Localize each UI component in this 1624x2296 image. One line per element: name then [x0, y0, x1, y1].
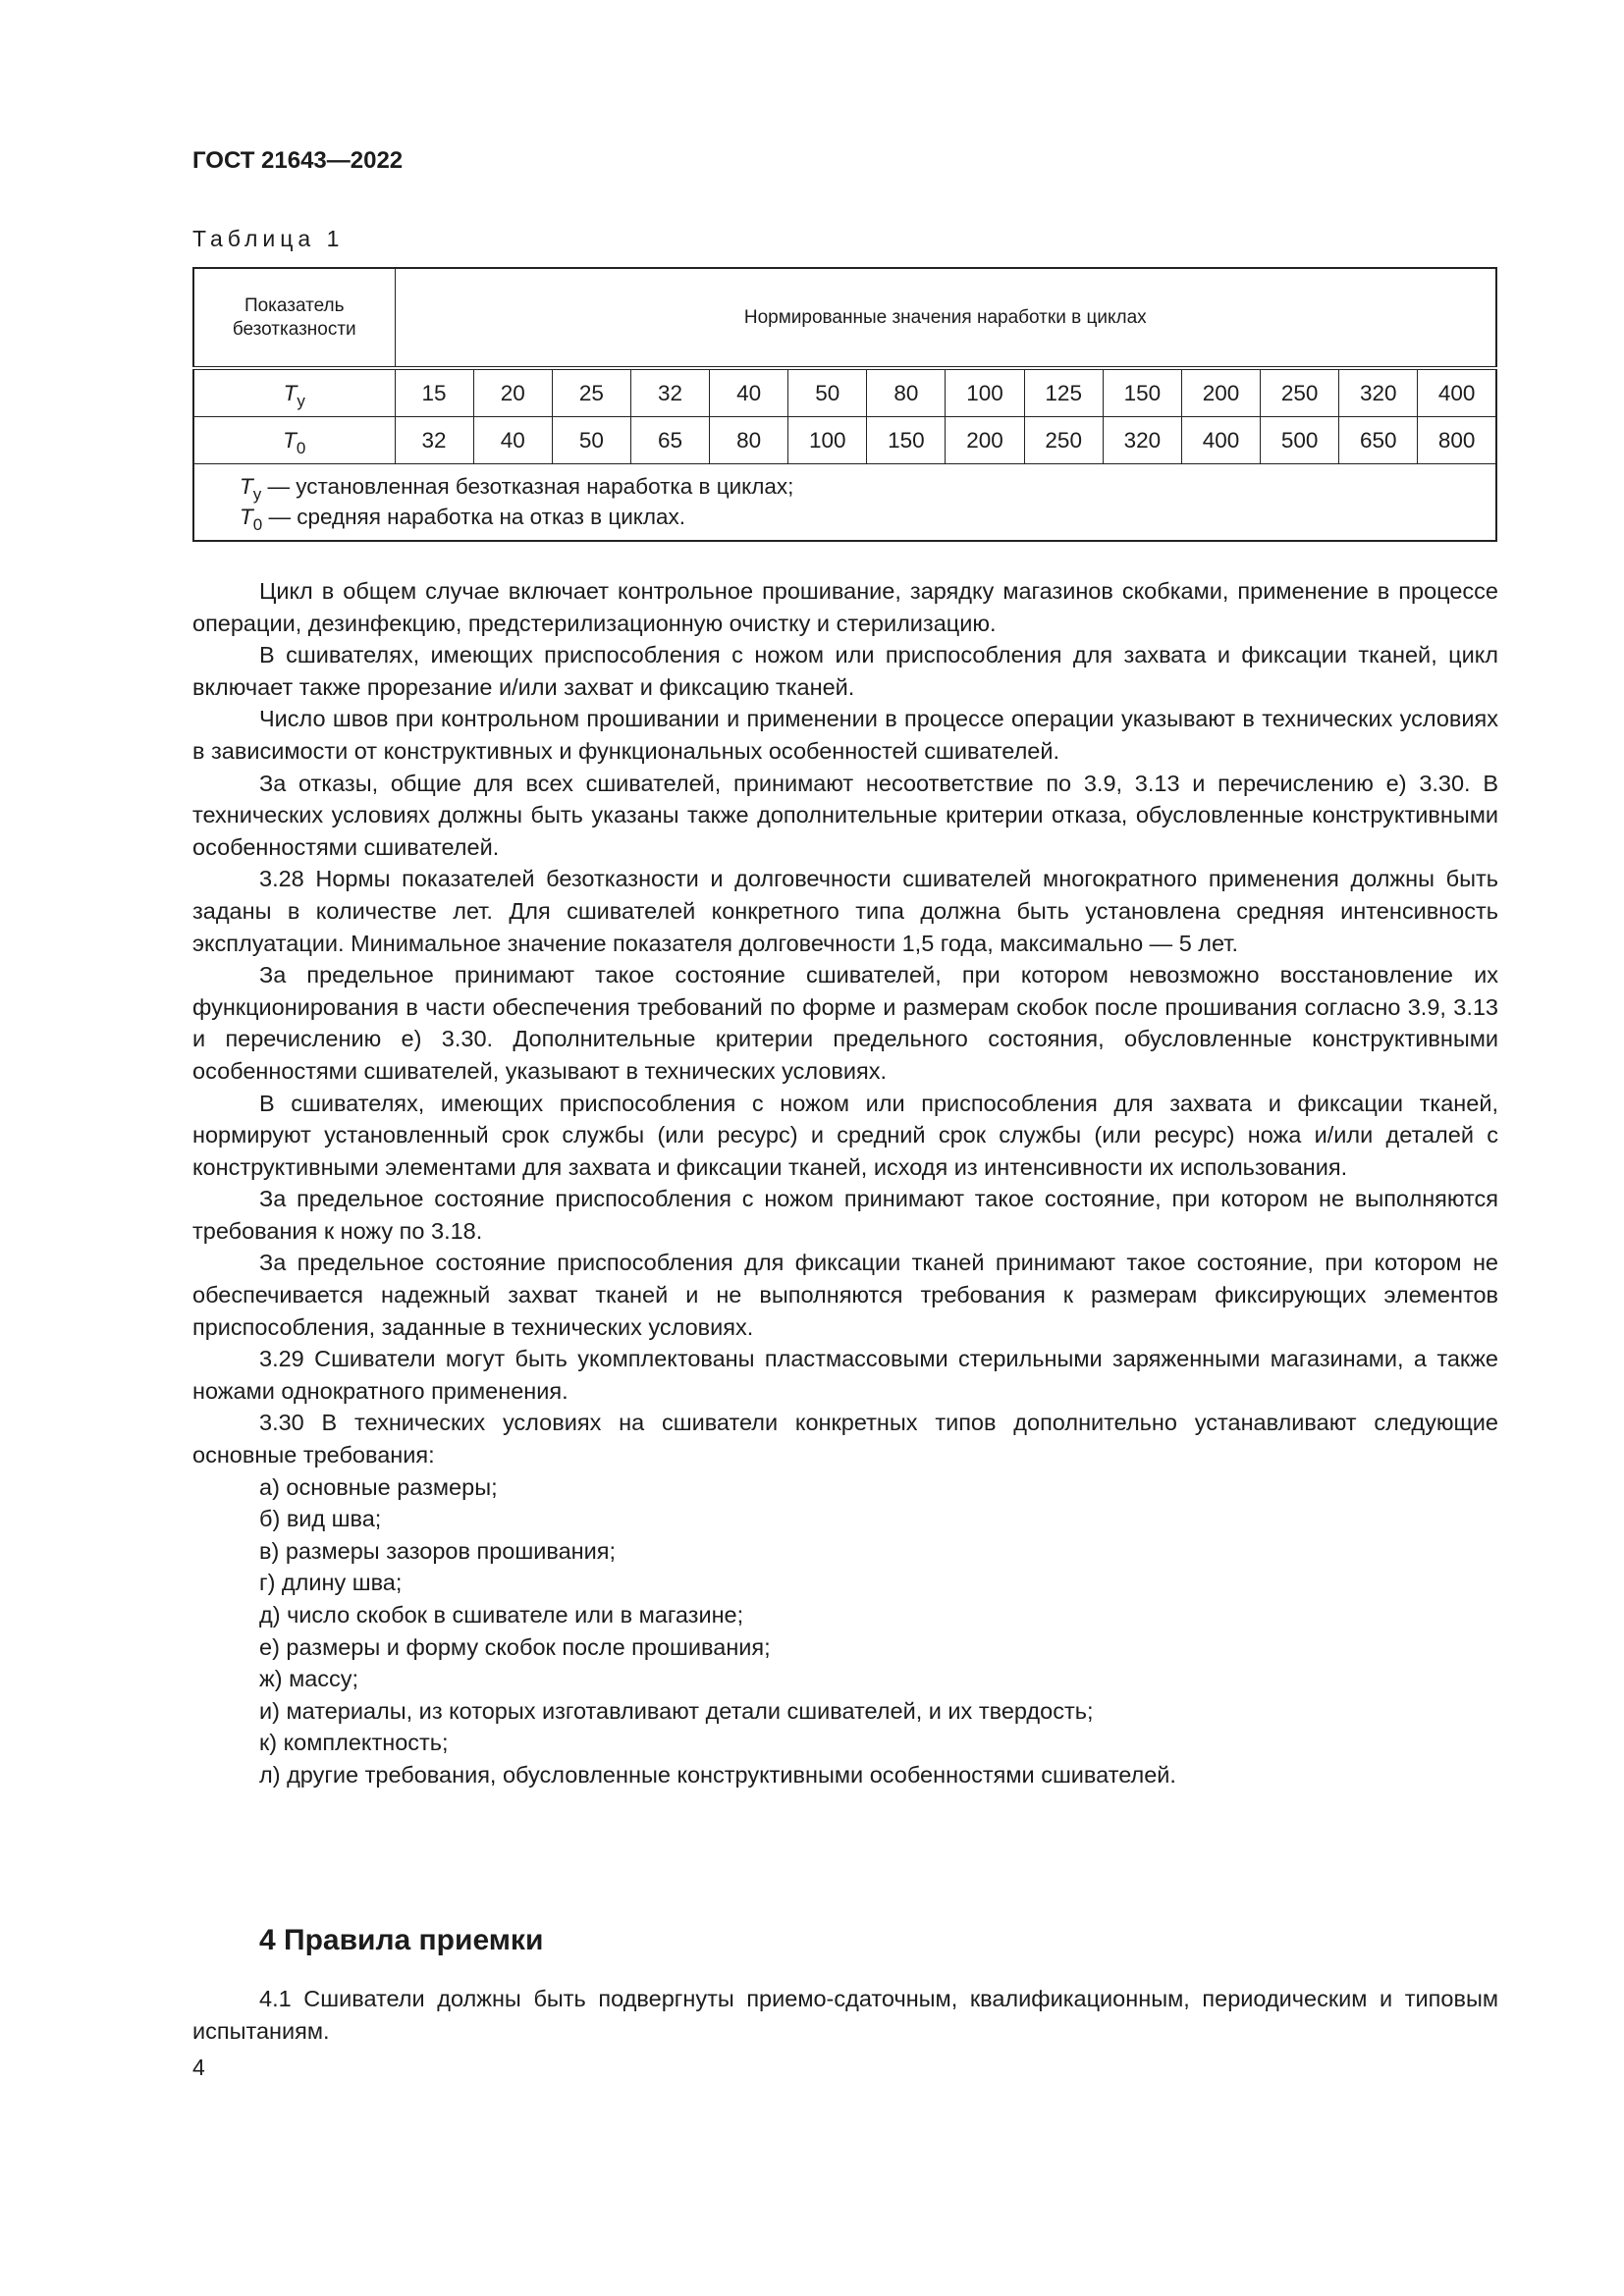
value-cell: 32: [395, 417, 473, 464]
header-indicator-cell: [193, 268, 395, 368]
paragraph: За отказы, общие для всех сшивателей, принимают несоответствие по 3.9, 3.13 и перечислению е) 3.30. В технических условиях должны быть указаны также дополнительные критерии отказа, обусловленные конструктивными особенностями сшивателей.: [192, 770, 1498, 860]
paragraph: За предельное состояние приспособления для фиксации тканей принимают такое состояние, при котором не обеспечивается надежный захват тканей и не выполняются требования к размерам фиксирующих элементов приспособления, заданные в технических условиях.: [192, 1250, 1498, 1340]
value-cell: 25: [552, 368, 630, 417]
table-row: [193, 417, 1496, 464]
value-cell: 320: [1339, 368, 1418, 417]
value-cell: 320: [1103, 417, 1181, 464]
note-symbol: T: [240, 473, 253, 499]
value-cell: 32: [630, 368, 709, 417]
page-number: 4: [192, 2055, 205, 2080]
list-item: а) основные размеры;: [259, 1473, 498, 1500]
list-item: д) число скобок в сшивателе или в магазине;: [259, 1602, 744, 1628]
paragraph: Число швов при контрольном прошивании и применении в процессе операции указывают в технических условиях в зависимости от конструктивных и функциональных особенностей сшивателей.: [192, 706, 1498, 764]
row-symbol-cell: [193, 417, 395, 464]
table-note-row: [193, 464, 1496, 542]
value-cell: 125: [1024, 368, 1103, 417]
value-cell: 200: [1181, 368, 1260, 417]
requirements-list: [192, 1471, 1498, 1791]
paragraph: В сшивателях, имеющих приспособления с ножом или приспособления для захвата и фиксации тканей, нормируют установленный срок службы (или ресурс) и средний срок службы (или ресурс) ножа и/или деталей с конструктивными элементами для захвата и фиксации тканей, исходя из интенсивности их использования.: [192, 1090, 1498, 1180]
value-cell: 80: [867, 368, 946, 417]
value-cell: 65: [630, 417, 709, 464]
section-body: [192, 1983, 1498, 2047]
value-cell: 400: [1418, 368, 1496, 417]
value-cell: 150: [1103, 368, 1181, 417]
list-item: г) длину шва;: [259, 1570, 403, 1596]
note-symbol: T: [240, 504, 253, 529]
paragraph: 3.28 Нормы показателей безотказности и долговечности сшивателей многократного применения должны быть заданы в количестве лет. Для сшивателей конкретного типа должна быть установлена средняя интенсивность эксплуатации. Минимальное значение показателя долговечности 1,5 года, максимально — 5 лет.: [192, 866, 1498, 956]
row-symbol: T: [283, 380, 298, 405]
body-text: [192, 575, 1498, 1791]
header-indicator-line2: безотказности: [232, 318, 356, 340]
value-cell: 40: [473, 417, 552, 464]
list-item: е) размеры и форму скобок после прошивания;: [259, 1633, 771, 1660]
value-cell: 250: [1261, 368, 1339, 417]
list-item: к) комплектность;: [259, 1730, 449, 1756]
list-item: л) другие требования, обусловленные конструктивными особенностями сшивателей.: [259, 1761, 1176, 1788]
value-cell: 500: [1261, 417, 1339, 464]
paragraph: За предельное состояние приспособления с ножом принимают такое состояние, при котором не выполняются требования к ножу по 3.18.: [192, 1186, 1498, 1244]
value-cell: 150: [867, 417, 946, 464]
table-row: [193, 368, 1496, 417]
value-cell: 400: [1181, 417, 1260, 464]
list-item: ж) массу;: [259, 1666, 359, 1692]
value-cell: 200: [946, 417, 1024, 464]
note-symbol-subscript: 0: [252, 514, 263, 534]
value-cell: 250: [1024, 417, 1103, 464]
table-note: [240, 503, 1495, 533]
table-header-row: [193, 268, 1496, 368]
list-item: б) вид шва;: [259, 1506, 382, 1532]
paragraph: 3.30 В технических условиях на сшиватели конкретных типов дополнительно устанавливают следующие основные требования:: [192, 1410, 1498, 1468]
value-cell: 20: [473, 368, 552, 417]
paragraph: 4.1 Сшиватели должны быть подвергнуты приемо-сдаточным, квалификационным, периодическим и типовым испытаниям.: [192, 1986, 1498, 2044]
paragraph: В сшивателях, имеющих приспособления с ножом или приспособления для захвата и фиксации тканей, цикл включает также прорезание и/или захват и фиксацию тканей.: [192, 642, 1498, 700]
note-text: — средняя наработка на отказ в циклах.: [262, 504, 686, 529]
row-symbol: T: [283, 427, 297, 453]
value-cell: 15: [395, 368, 473, 417]
value-cell: 80: [710, 417, 788, 464]
list-item: и) материалы, из которых изготавливают детали сшивателей, и их твердость;: [259, 1697, 1094, 1724]
note-symbol-subscript: у: [252, 484, 262, 504]
value-cell: 50: [788, 368, 867, 417]
value-cell: 650: [1339, 417, 1418, 464]
table-notes: [193, 464, 1496, 542]
header-values-cell: Нормированные значения наработки в циклах: [395, 268, 1496, 368]
paragraph: Цикл в общем случае включает контрольное прошивание, зарядку магазинов скобками, применение в процессе операции, дезинфекцию, предстерилизационную очистку и стерилизацию.: [192, 578, 1498, 636]
table-note: [240, 472, 1495, 503]
note-text: — установленная безотказная наработка в циклах;: [261, 473, 794, 499]
value-cell: 50: [552, 417, 630, 464]
value-cell: 800: [1418, 417, 1496, 464]
document-code: ГОСТ 21643—2022: [192, 147, 404, 174]
reliability-table: [192, 267, 1497, 542]
section-title: 4 Правила приемки: [259, 1924, 544, 1956]
paragraph: 3.29 Сшиватели могут быть укомплектованы пластмассовыми стерильными заряженными магазинами, а также ножами однократного применения.: [192, 1346, 1498, 1404]
row-symbol-subscript: у: [297, 391, 305, 410]
value-cell: 100: [946, 368, 1024, 417]
header-indicator-line1: Показатель: [244, 294, 345, 316]
paragraph: За предельное принимают такое состояние сшивателей, при котором невозможно восстановление их функционирования в части обеспечения требований по форме и размерам скобок после прошивания согласно 3.9, 3.13 и перечислению е) 3.30. Дополнительные критерии предельного состояния, обусловленные конструктивными особенностями сшивателей, указывают в технических условиях.: [192, 962, 1498, 1084]
value-cell: 100: [788, 417, 867, 464]
row-symbol-cell: [193, 368, 395, 417]
table-caption: Таблица 1: [192, 226, 345, 251]
row-symbol-subscript: 0: [296, 438, 306, 457]
value-cell: 40: [710, 368, 788, 417]
list-item: в) размеры зазоров прошивания;: [259, 1537, 617, 1564]
